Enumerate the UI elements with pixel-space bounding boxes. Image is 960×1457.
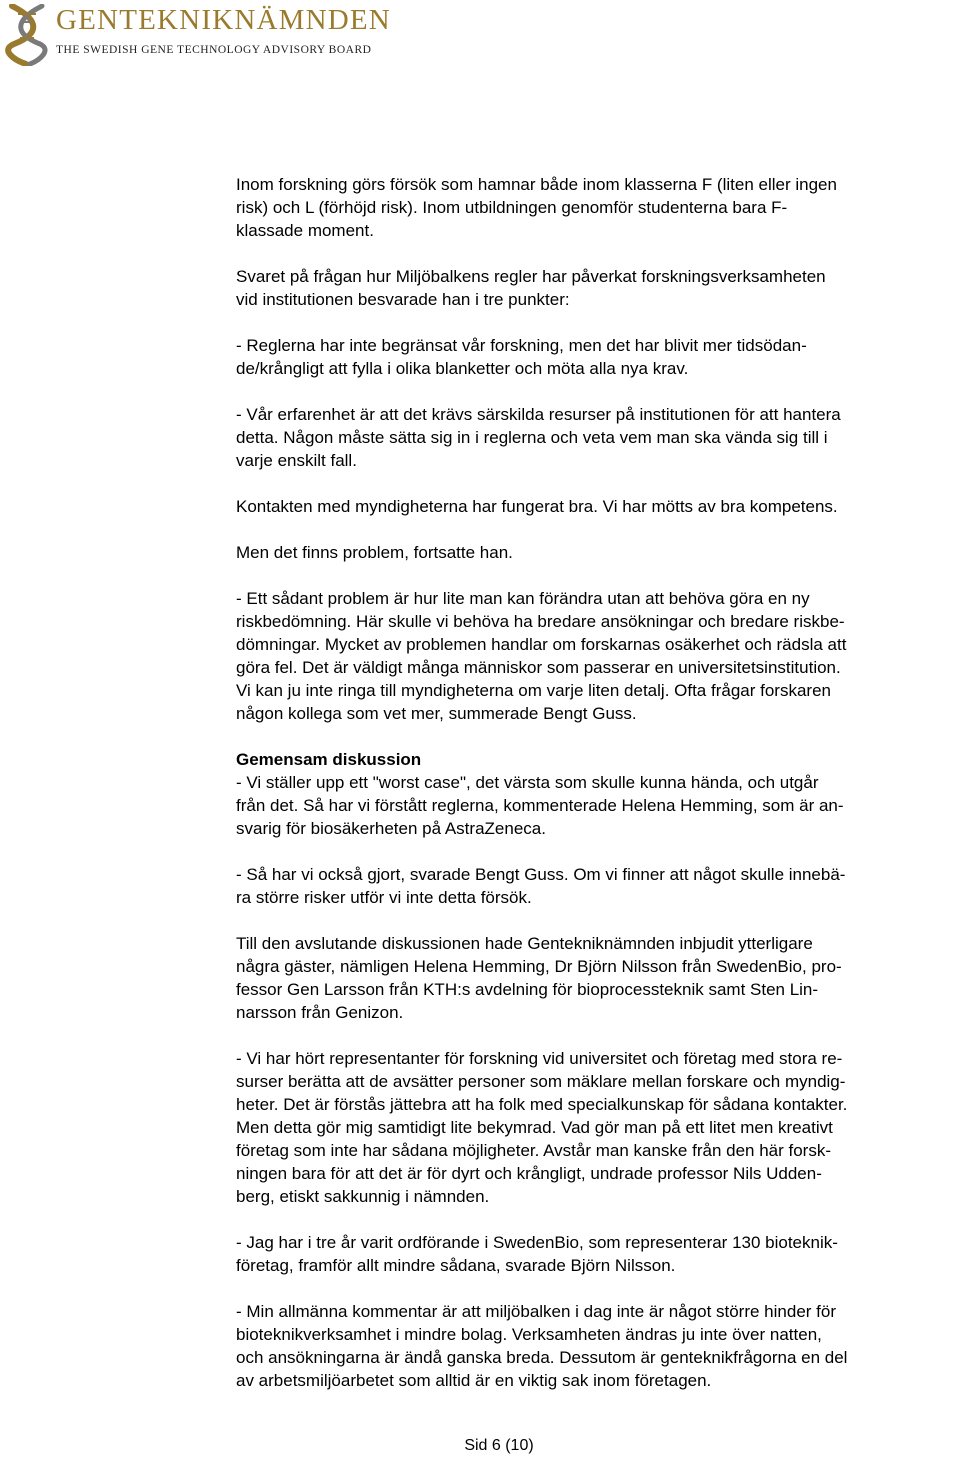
organization-name: GENTEKNIKNÄMNDEN [56,4,391,36]
paragraph-12: - Jag har i tre år varit ordförande i SwedenBio, som representerar 130 bioteknik- företag, framför allt mindre sådana, svarade Björn Nilsson. [236,1233,838,1275]
document-body [236,173,960,1392]
paragraph-11: - Vi har hört representanter för forskning vid universitet och företag med stora re- surser berätta att de avsätter personer som mäklare mellan forskare och myndig- heter. Det är förstås jättebra att ha folk med specialkunskap för sådana kontakter. Men detta gör mig samtidigt lite bekymrad. Vad gör man på ett litet men kreativt företag som inte har sådana möjligheter. Avstår man kanske från den här forsk- ningen bara för att det är för dyrt och krångligt, undrade professor Nils Udden- berg, etiskt sakkunnig i nämnden. [236,1049,848,1206]
paragraph-3: - Reglerna har inte begränsat vår forskning, men det har blivit mer tidsödan- de/krångligt att fylla i olika blanketter och möta alla nya krav. [236,336,807,378]
page-header [0,0,960,70]
paragraph-4: - Vår erfarenhet är att det krävs särskilda resurser på institutionen för att hantera detta. Någon måste sätta sig in i reglerna och veta vem man ska vända sig till i varje enskilt fall. [236,405,841,470]
section-heading: Gemensam diskussion [236,750,422,769]
paragraph-9: - Så har vi också gjort, svarade Bengt Guss. Om vi finner att något skulle innebä- ra större risker utför vi inte detta försök. [236,865,846,907]
paragraph-6: Men det finns problem, fortsatte han. [236,543,513,562]
paragraph-1: Inom forskning görs försök som hamnar både inom klasserna F (liten eller ingen risk) och L (förhöjd risk). Inom utbildningen genomför studenterna bara F- klassade moment. [236,175,837,240]
paragraph-8: - Vi ställer upp ett "worst case", det värsta som skulle kunna hända, och utgår från det. Så har vi förstått reglerna, kommenterade Helena Hemming, som är an- svarig för biosäkerheten på AstraZeneca. [236,773,844,838]
paragraph-10: Till den avslutande diskussionen hade Gentekniknämnden inbjudit ytterligare några gäster, nämligen Helena Hemming, Dr Björn Nilsson från SwedenBio, pro- fessor Gen Larsson från KTH:s avdelning för bioprocessteknik samt Sten Lin- narsson från Genizon. [236,934,842,1022]
organization-tagline: THE SWEDISH GENE TECHNOLOGY ADVISORY BOARD [56,44,372,56]
page-footer [0,1436,960,1456]
paragraph-7: - Ett sådant problem är hur lite man kan förändra utan att behöva göra en ny riskbedömning. Här skulle vi behöva ha bredare ansökningar och bredare riskbe- dömningar. Mycket av problemen handlar om forskarnas osäkerhet och rädsla att göra fel. Det är väldigt många människor som passerar en universitetsinstitution. Vi kan ju inte ringa till myndigheterna om varje liten detalj. Ofta frågar forskaren någon kollega som vet mer, summerade Bengt Guss. [236,589,847,723]
page-number: Sid 6 (10) [464,1437,534,1454]
paragraph-2: Svaret på frågan hur Miljöbalkens regler har påverkat forskningsverksamheten vid institutionen besvarade han i tre punkter: [236,267,826,309]
paragraph-13: - Min allmänna kommentar är att miljöbalken i dag inte är något större hinder för bioteknikverksamhet i mindre bolag. Verksamheten ändras ju inte över natten, och ansökningarna är ändå ganska breda. Dessutom är genteknikfrågorna en del av arbetsmiljöarbetet som alltid är en viktig sak inom företagen. [236,1302,848,1390]
dna-helix-icon [4,4,50,66]
paragraph-5: Kontakten med myndigheterna har fungerat bra. Vi har mötts av bra kompetens. [236,497,838,516]
